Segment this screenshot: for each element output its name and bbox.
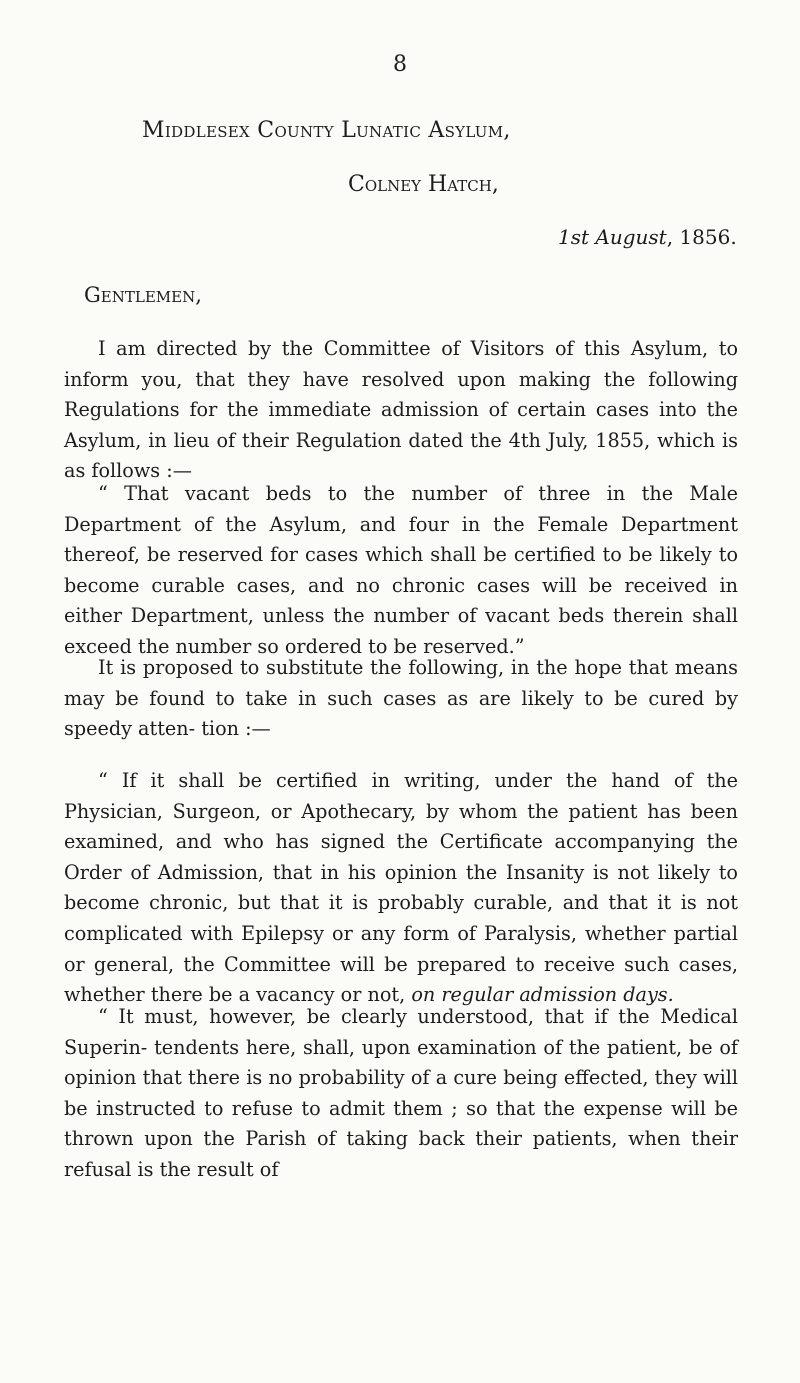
new-regulation-italic: on regular admission days. <box>411 983 674 1007</box>
new-regulation-text: “ If it shall be certified in writing, under the hand of the Physician, Surgeon, or Apothecary, by whom the patient has been examined, and who has signed the Certificate accompanying the Order of Admission, that in his opinion the Insanity is not likely to become chronic, but that it is probably curable, and that it is not complicated with Epilepsy or any form of Paralysis, whether partial or general, the Committee will be prepared to receive such cases, whether there be a vacancy or not, <box>64 769 738 1007</box>
date-year: , 1856. <box>666 225 737 249</box>
paragraph-old-regulation: “ That vacant beds to the number of three in the Male Department of the Asylum, and four in the Female Department thereof, be reserved for cases which shall be certified to be likely to become curable cases, and no chronic cases will be received in either Department, unless the number of vacant beds therein shall exceed the number so ordered to be reserved.” <box>64 482 738 658</box>
institution-heading: Middlesex County Lunatic Asylum, <box>142 118 511 143</box>
paragraph-new-regulation <box>64 766 738 1011</box>
paragraph-caveat: “ It must, however, be clearly understood, that if the Medical Superin- tendents here, shall, upon examination of the patient, be of opinion that there is no probability of a cure being effected, they will be instructed to refuse to admit them ; so that the expense will be thrown upon the Parish of taking back their patients, when their refusal is the result of <box>64 1005 738 1181</box>
salutation: Gentlemen, <box>84 283 202 307</box>
paragraph-intro: I am directed by the Committee of Visitors of this Asylum, to inform you, that they have resolved upon making the following Regulations for the immediate admission of certain cases into the Asylum, in lieu of their Regulation dated the 4th July, 1855, which is as follows :— <box>64 337 738 483</box>
date-day-month: 1st August <box>558 225 667 249</box>
paragraph-proposal: It is proposed to substitute the following, in the hope that means may be found to take in such cases as are likely to be cured by speedy atten- tion :— <box>64 656 738 741</box>
page-number: 8 <box>393 52 407 77</box>
letter-date <box>558 225 737 249</box>
location-heading: Colney Hatch, <box>348 172 499 197</box>
